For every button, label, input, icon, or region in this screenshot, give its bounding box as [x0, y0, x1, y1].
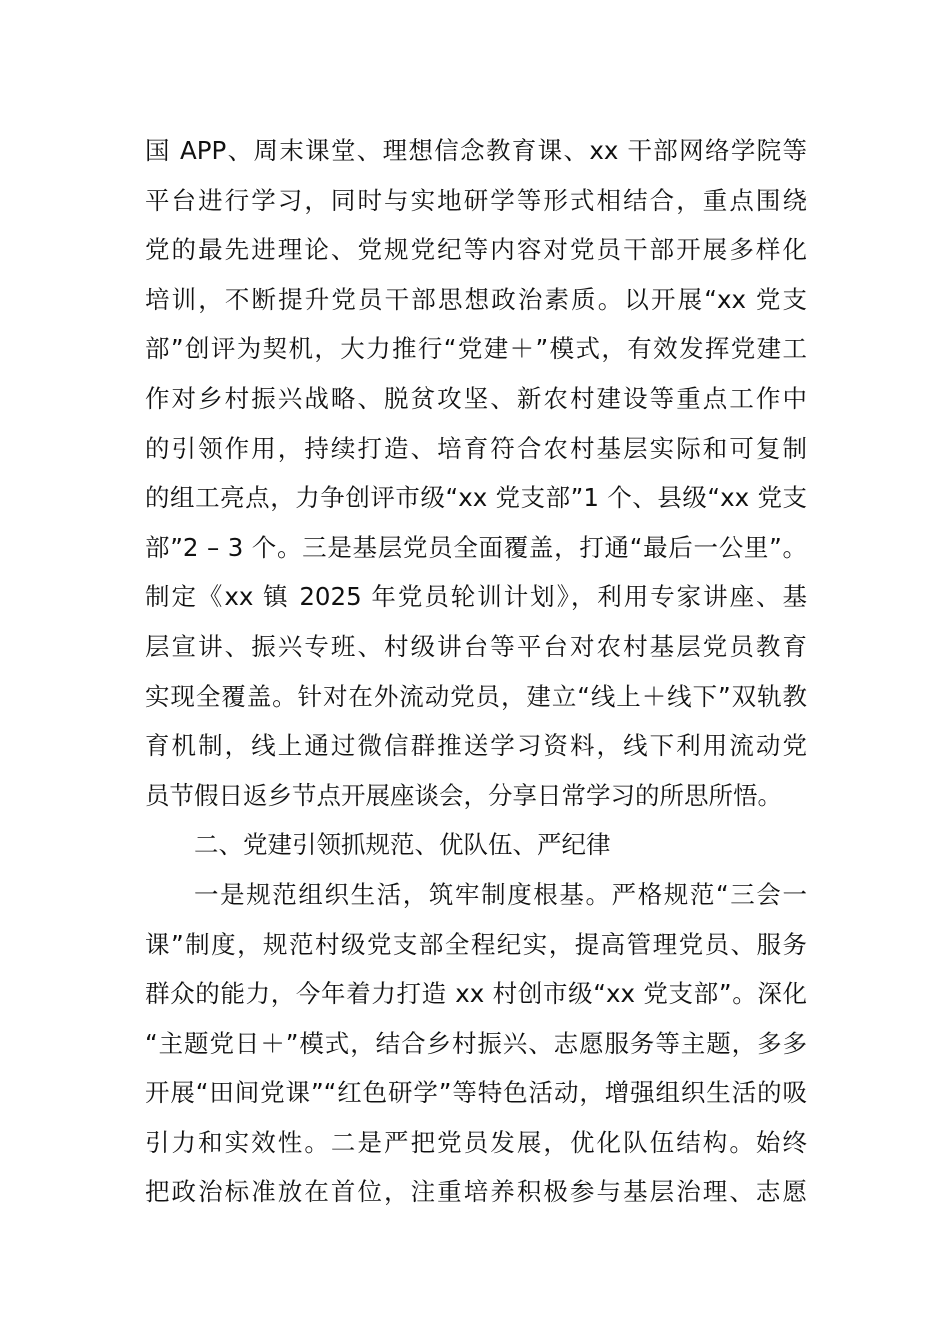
text-line: 制定《xx 镇 2025 年党员轮训计划》，利用专家讲座、基	[145, 582, 807, 612]
text-line: “主题党日＋”模式，结合乡村振兴、志愿服务等主题，多多	[145, 1028, 807, 1058]
text-line: 层宣讲、振兴专班、村级讲台等平台对农村基层党员教育	[145, 631, 807, 661]
text-line: 党的最先进理论、党规党纪等内容对党员干部开展多样化	[145, 235, 807, 265]
text-line: 的引领作用，持续打造、培育符合农村基层实际和可复制	[145, 433, 807, 463]
text-line: 群众的能力，今年着力打造 xx 村创市级“xx 党支部”。深化	[145, 979, 807, 1009]
text-line: 引力和实效性。二是严把党员发展，优化队伍结构。始终	[145, 1127, 807, 1157]
text-line: 培训，不断提升党员干部思想政治素质。以开展“xx 党支	[145, 284, 807, 314]
text-line: 部”创评为契机，大力推行“党建＋”模式，有效发挥党建工	[145, 334, 807, 364]
text-line: 作对乡村振兴战略、脱贫攻坚、新农村建设等重点工作中	[145, 383, 807, 413]
text-line: 开展“田间党课”“红色研学”等特色活动，增强组织生活的吸	[145, 1078, 807, 1108]
text-line: 国 APP、周末课堂、理想信念教育课、xx 干部网络学院等	[145, 136, 807, 165]
text-line: 实现全覆盖。针对在外流动党员，建立“线上＋线下”双轨教	[145, 681, 807, 711]
text-line: 一是规范组织生活，筑牢制度根基。严格规范“三会一	[194, 879, 807, 909]
text-line: 平台进行学习，同时与实地研学等形式相结合，重点围绕	[145, 185, 807, 215]
section-heading: 二、党建引领抓规范、优队伍、严纪律	[194, 830, 611, 860]
text-line: 的组工亮点，力争创评市级“xx 党支部”1 个、县级“xx 党支	[145, 483, 807, 513]
text-line: 课”制度，规范村级党支部全程纪实，提高管理党员、服务	[145, 929, 807, 959]
document-body	[145, 126, 807, 1217]
text-line: 育机制，线上通过微信群推送学习资料，线下利用流动党	[145, 731, 807, 761]
text-line: 员节假日返乡节点开展座谈会，分享日常学习的所思所悟。	[145, 780, 782, 810]
text-line: 部”2 – 3 个。三是基层党员全面覆盖，打通“最后一公里”。	[145, 532, 807, 562]
text-line: 把政治标准放在首位，注重培养积极参与基层治理、志愿	[145, 1177, 807, 1207]
